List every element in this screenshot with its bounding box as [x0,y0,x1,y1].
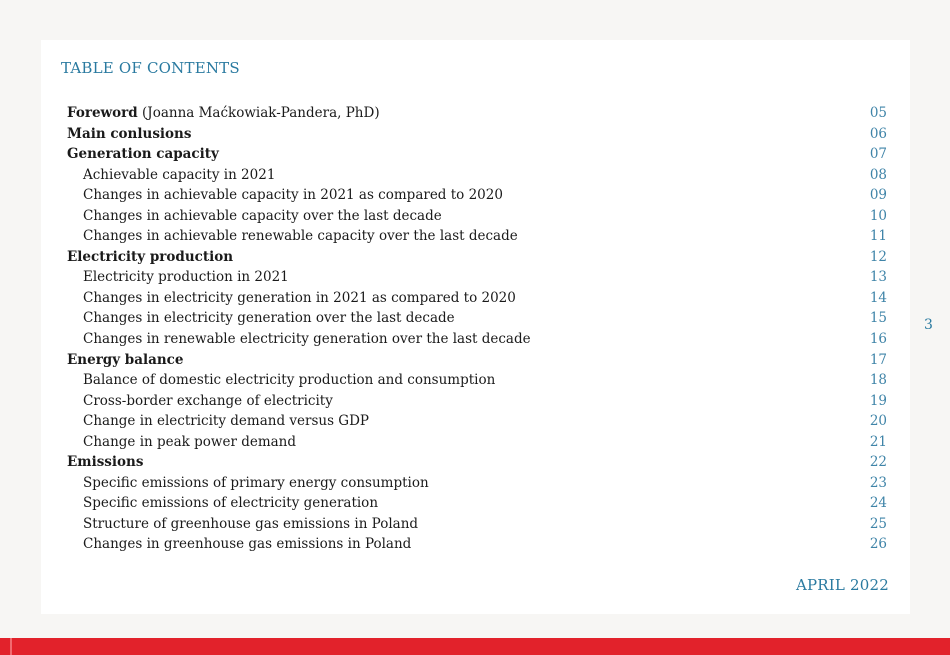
toc-section-heading: Energy balance [67,351,184,368]
toc-page-number: 18 [869,372,887,389]
toc-entry[interactable] [67,411,887,432]
toc-entry[interactable] [67,185,887,206]
toc-entry-label [67,454,143,470]
toc-page-number: 25 [869,515,887,532]
toc-entry-text: Electricity production in 2021 [83,269,289,286]
toc-page-number: 07 [869,146,887,163]
toc-entry-text: Balance of domestic electricity production and consumption [83,372,496,389]
toc-entry[interactable] [67,165,887,186]
toc-page-number: 10 [869,207,887,224]
toc-section-heading: Main conlusions [67,125,192,142]
toc-entry-text: Specific emissions of electricity generation [83,495,379,512]
toc-entry[interactable] [67,103,887,124]
toc-entry-text: Changes in electricity generation over the last decade [83,310,455,327]
toc-entry-label [67,208,442,224]
toc-entry-text: Change in peak power demand [83,433,297,450]
toc-entry-label [67,536,411,552]
toc-entry[interactable] [67,452,887,473]
toc-section-heading: Electricity production [67,248,234,265]
toc-entry-label [67,495,378,511]
toc-entry[interactable] [67,514,887,535]
document-page [41,40,910,614]
toc-section-heading: Foreword [67,105,138,121]
toc-entry-text: Changes in greenhouse gas emissions in Poland [83,536,412,553]
toc-page-number: 23 [869,474,887,491]
toc-entry-label [67,331,531,347]
toc-entry[interactable] [67,493,887,514]
toc-entry[interactable] [67,247,887,268]
toc-entry-label [67,310,455,326]
toc-entry-label [67,372,495,388]
toc-entry-text: Specific emissions of primary energy consumption [83,474,429,491]
toc-entry-label [67,249,233,265]
toc-entry-text: Change in electricity demand versus GDP [83,413,369,430]
toc-page-number: 06 [869,125,887,142]
toc-entry[interactable] [67,206,887,227]
toc-entry-text: Cross-border exchange of electricity [83,392,333,409]
toc-entry-label [67,146,219,162]
publication-date: APRIL 2022 [795,576,889,594]
toc-entry[interactable] [67,432,887,453]
toc-entry-text: Achievable capacity in 2021 [83,166,276,183]
toc-page-number: 19 [869,392,887,409]
toc-entry[interactable] [67,288,887,309]
page-number: 3 [924,317,933,333]
toc-entry[interactable] [67,267,887,288]
toc-list [67,103,887,555]
toc-entry-label [67,167,275,183]
toc-entry-label [67,475,429,491]
toc-entry[interactable] [67,124,887,145]
toc-entry-label [67,269,289,285]
toc-entry-text: Structure of greenhouse gas emissions in Poland [83,515,419,532]
toc-section-heading: Emissions [67,454,144,471]
toc-entry[interactable] [67,534,887,555]
toc-entry[interactable] [67,391,887,412]
toc-page-number: 14 [869,289,887,306]
toc-page-number: 17 [869,351,887,368]
toc-entry-label [67,228,518,244]
toc-entry[interactable] [67,144,887,165]
toc-page-number: 22 [869,454,887,471]
toc-entry-text: Changes in achievable capacity in 2021 as compared to 2020 [83,187,503,204]
toc-page-number: 08 [869,166,887,183]
toc-page-number: 15 [869,310,887,327]
toc-entry-label [67,187,503,203]
toc-page-number: 11 [869,228,887,245]
footer-notch [10,638,12,655]
toc-section-heading: Generation capacity [67,146,219,163]
toc-entry-label [67,393,333,409]
toc-entry[interactable] [67,308,887,329]
toc-entry[interactable] [67,329,887,350]
toc-entry-label [67,434,296,450]
toc-entry-text: Changes in renewable electricity generation over the last decade [83,331,531,348]
toc-entry-label [67,126,191,142]
toc-page-number: 21 [869,433,887,450]
toc-entry[interactable] [67,350,887,371]
toc-entry-label [67,516,418,532]
toc-entry-text: Changes in achievable renewable capacity over the last decade [83,228,518,245]
toc-entry-text: Changes in achievable capacity over the last decade [83,207,442,224]
toc-page-number: 12 [869,248,887,265]
toc-page-number: 16 [869,331,887,348]
toc-page-number: 26 [869,536,887,553]
footer-bar [0,638,950,655]
toc-entry-label [67,413,369,429]
toc-entry[interactable] [67,370,887,391]
toc-page-number: 20 [869,413,887,430]
toc-entry-text: Changes in electricity generation in 2021 as compared to 2020 [83,289,516,306]
toc-title: TABLE OF CONTENTS [61,59,240,77]
toc-entry[interactable] [67,226,887,247]
toc-entry-label [67,290,516,306]
toc-entry[interactable] [67,473,887,494]
toc-page-number: 09 [869,187,887,204]
toc-page-number: 13 [869,269,887,286]
toc-page-number: 24 [869,495,887,512]
toc-page-number: 05 [869,105,887,121]
toc-entry-label [67,105,380,121]
toc-entry-label [67,352,183,368]
toc-entry-text: (Joanna Maćkowiak-Pandera, PhD) [137,105,380,121]
